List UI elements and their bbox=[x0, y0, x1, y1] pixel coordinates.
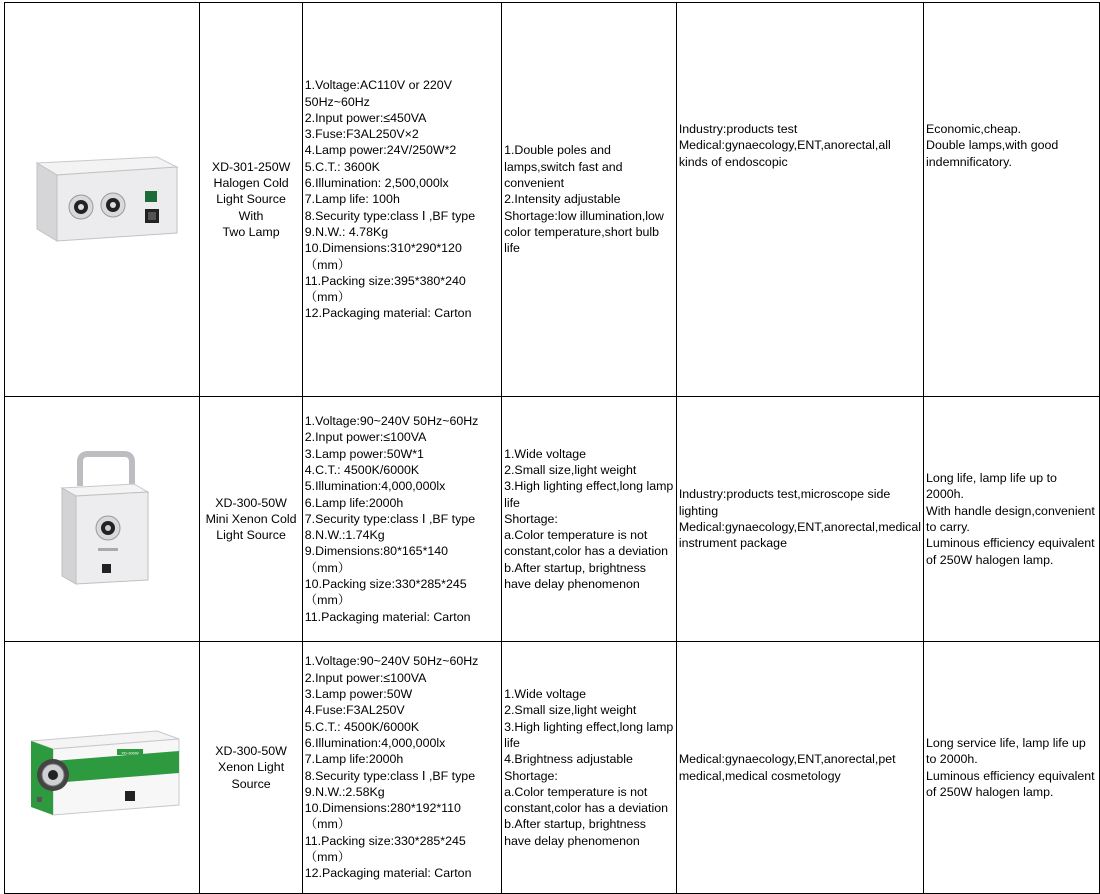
table-row bbox=[5, 3, 1100, 397]
spec-list bbox=[302, 642, 501, 894]
spec-line: 1.Voltage:90~240V 50Hz~60Hz bbox=[304, 654, 479, 669]
spec-line: 7.Lamp life:2000h bbox=[304, 752, 404, 767]
spec-line: （mm） bbox=[304, 593, 351, 608]
spec-line: 11.Packing size:395*380*240 bbox=[304, 273, 466, 288]
spec-line: 50Hz~60Hz bbox=[304, 94, 370, 109]
spec-line: 9.N.W.: 4.78Kg bbox=[304, 224, 389, 239]
spec-line: 2.Input power:≤100VA bbox=[304, 430, 427, 445]
application-cell: Industry:products test Medical:gynaecology,ENT,anorectal,all kinds of endoscopic bbox=[676, 3, 923, 397]
spec-line: 1.Voltage:90~240V 50Hz~60Hz bbox=[304, 414, 479, 429]
features-cell: 1.Double poles and lamps,switch fast and convenient 2.Intensity adjustable Shortage:low illumination,low color temperature,short bulb life bbox=[502, 3, 677, 397]
spec-line: 3.Fuse:F3AL250V×2 bbox=[304, 127, 419, 142]
spec-line: （mm） bbox=[304, 849, 351, 864]
spec-list bbox=[302, 3, 501, 397]
spec-line: 8.Security type:class Ⅰ ,BF type bbox=[304, 768, 476, 783]
spec-line: 10.Dimensions:280*192*110 bbox=[304, 801, 461, 816]
spec-line: 12.Packaging material: Carton bbox=[304, 866, 472, 881]
mini-xenon-light-source-image bbox=[42, 444, 162, 594]
xenon-light-source-image bbox=[17, 713, 187, 823]
spec-line: 2.Input power:≤100VA bbox=[304, 670, 427, 685]
product-image-cell bbox=[5, 642, 200, 894]
spec-line: 5.C.T.: 4500K/6000K bbox=[304, 719, 420, 734]
panel-label: XD-300W bbox=[121, 750, 139, 755]
spec-line: 3.Lamp power:50W bbox=[304, 687, 413, 702]
spec-line: 1.Voltage:AC110V or 220V bbox=[304, 78, 452, 93]
spec-line: 11.Packing size:330*285*245 bbox=[304, 833, 466, 848]
spec-line: 4.Lamp power:24V/250W*2 bbox=[304, 143, 457, 158]
spec-line: 3.Lamp power:50W*1 bbox=[304, 446, 424, 461]
features-cell: 1.Wide voltage 2.Small size,light weight 3.High lighting effect,long lamp life 4.Brightness adjustable Shortage: a.Color temperature is not constant,color has a deviation b.After startup, brightness have delay phenomenon bbox=[502, 642, 677, 894]
spec-list bbox=[302, 397, 501, 642]
application-cell: Medical:gynaecology,ENT,anorectal,pet medical,medical cosmetology bbox=[676, 642, 923, 894]
spec-line: 6.Illumination:4,000,000lx bbox=[304, 735, 446, 750]
spec-line: 5.Illumination:4,000,000lx bbox=[304, 479, 446, 494]
spec-line: 8.Security type:class Ⅰ ,BF type bbox=[304, 208, 476, 223]
product-name: XD-300-50W Xenon Light Source bbox=[200, 642, 302, 894]
spec-line: 4.C.T.: 4500K/6000K bbox=[304, 462, 420, 477]
spec-line: 9.N.W.:2.58Kg bbox=[304, 784, 385, 799]
spec-line: （mm） bbox=[304, 560, 351, 575]
product-image-cell bbox=[5, 3, 200, 397]
product-name: XD-300-50W Mini Xenon Cold Light Source bbox=[200, 397, 302, 642]
product-name: XD-301-250W Halogen Cold Light Source With Two Lamp bbox=[200, 3, 302, 397]
halogen-light-source-image bbox=[17, 145, 187, 255]
table-row bbox=[5, 642, 1100, 894]
advantages-cell: Long life, lamp life up to 2000h. With handle design,convenient to carry. Luminous efficiency equivalent of 250W halogen lamp. bbox=[924, 397, 1100, 642]
spec-line: （mm） bbox=[304, 290, 351, 305]
advantages-cell: Long service life, lamp life up to 2000h. Luminous efficiency equivalent of 250W halogen lamp. bbox=[924, 642, 1100, 894]
product-image-cell bbox=[5, 397, 200, 642]
product-spec-table bbox=[4, 2, 1100, 894]
spec-line: 10.Dimensions:310*290*120 bbox=[304, 241, 462, 256]
spec-line: 7.Security type:class Ⅰ ,BF type bbox=[304, 511, 476, 526]
spec-line: 10.Packing size:330*285*245 bbox=[304, 577, 467, 592]
spec-line: 4.Fuse:F3AL250V bbox=[304, 703, 405, 718]
spec-line: 6.Lamp life:2000h bbox=[304, 495, 404, 510]
spec-line: （mm） bbox=[304, 817, 351, 832]
spec-line: 8.N.W.:1.74Kg bbox=[304, 528, 385, 543]
table-row bbox=[5, 397, 1100, 642]
spec-line: 2.Input power:≤450VA bbox=[304, 110, 427, 125]
spec-line: 5.C.T.: 3600K bbox=[304, 159, 380, 174]
spec-line: 7.Lamp life: 100h bbox=[304, 192, 400, 207]
spec-line: 12.Packaging material: Carton bbox=[304, 306, 472, 321]
features-cell: 1.Wide voltage 2.Small size,light weight 3.High lighting effect,long lamp life Shortage: a.Color temperature is not constant,color has a deviation b.After startup, brightness have delay phenomenon bbox=[502, 397, 677, 642]
spec-line: 11.Packaging material: Carton bbox=[304, 609, 471, 624]
application-cell: Industry:products test,microscope side lighting Medical:gynaecology,ENT,anorectal,medical instrument package bbox=[676, 397, 923, 642]
spec-line: 6.Illumination: 2,500,000lx bbox=[304, 176, 449, 191]
spec-line: 9.Dimensions:80*165*140 bbox=[304, 544, 449, 559]
advantages-cell: Economic,cheap. Double lamps,with good indemnificatory. bbox=[924, 3, 1100, 397]
spec-line: （mm） bbox=[304, 257, 351, 272]
